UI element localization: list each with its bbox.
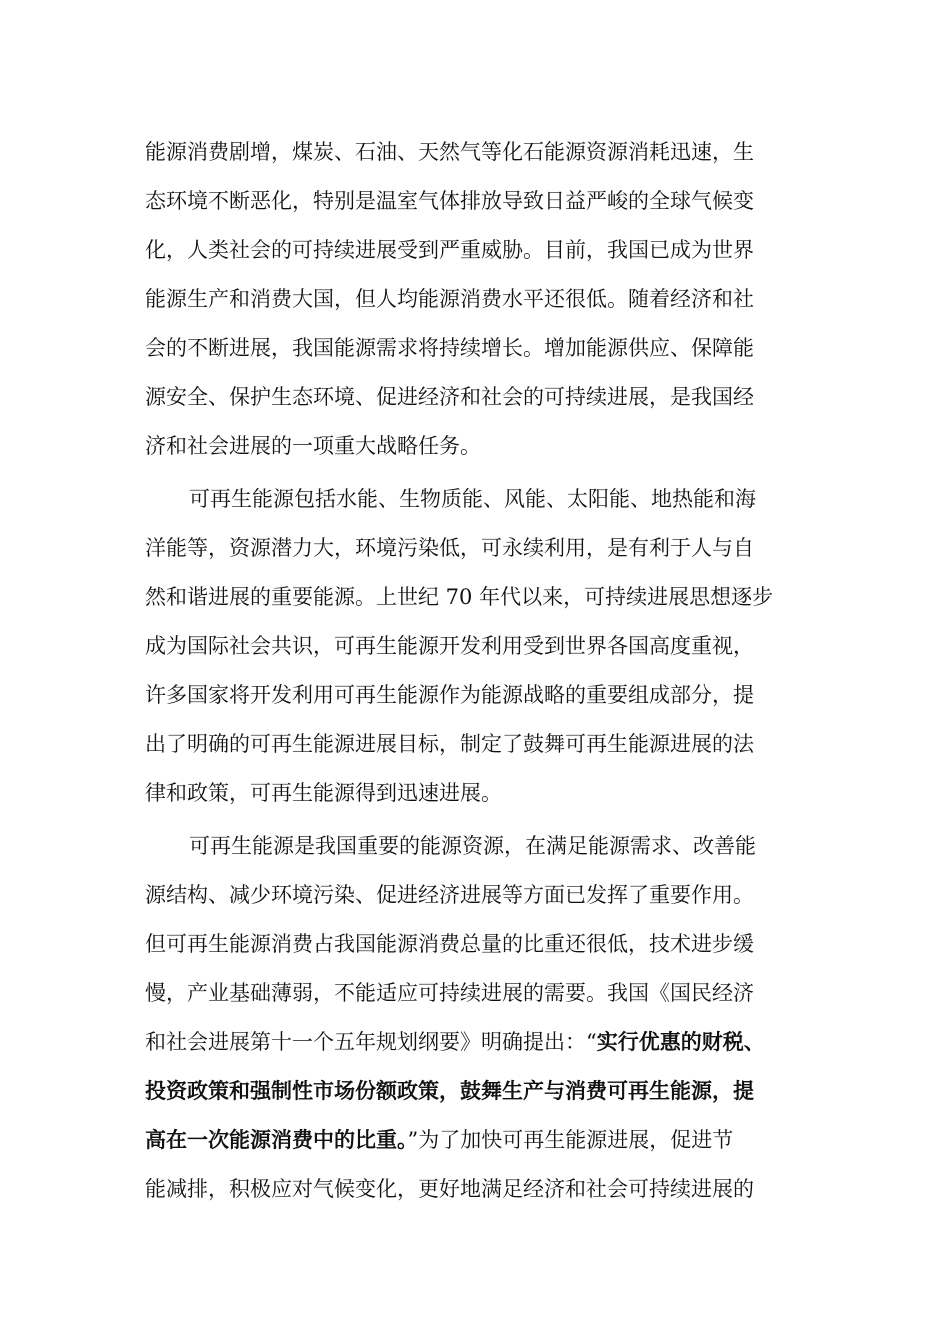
text-run: 可再生能源是我国重要的能源资源，在满足能源需求、改善能	[189, 834, 756, 858]
text-run: 会的不断进展，我国能源需求将持续增长。增加能源供应、保障能	[145, 336, 754, 360]
text-line	[145, 778, 845, 808]
text-run: ”为了加快可再生能源进展，促进节	[407, 1128, 734, 1152]
text-run: 出了明确的可再生能源进展目标，制定了鼓舞可再生能源进展的法	[145, 732, 754, 756]
text-run: 慢，产业基础薄弱，不能适应可持续进展的需要。我国《国民经济	[145, 981, 754, 1005]
text-line	[145, 729, 845, 759]
text-line	[145, 235, 845, 265]
text-line	[145, 631, 845, 661]
text-run: 但可再生能源消费占我国能源消费总量的比重还很低，技术进步缓	[145, 932, 754, 956]
text-run: 洋能等，资源潜力大，环境污染低，可永续利用，是有利于人与自	[145, 536, 754, 560]
text-run: 济和社会进展的一项重大战略任务。	[145, 434, 481, 458]
bold-quote-run: 实行优惠的财税、	[596, 1029, 765, 1054]
text-line	[145, 431, 845, 461]
text-run: 化，人类社会的可持续进展受到严重威胁。目前，我国已成为世界	[145, 238, 754, 262]
text-line	[145, 978, 845, 1008]
text-line	[145, 284, 845, 314]
bold-quote-run: 高在一次能源消费中的比重。	[145, 1127, 408, 1152]
text-run: 和社会进展第十一个五年规划纲要》明确提出：“	[145, 1030, 597, 1054]
text-run: 态环境不断恶化，特别是温室气体排放导致日益严峻的全球气候变	[145, 189, 754, 213]
text-run: 源结构、减少环境污染、促进经济进展等方面已发挥了重要作用。	[145, 883, 754, 907]
text-line	[145, 1125, 845, 1155]
text-line	[145, 382, 845, 412]
text-line	[145, 333, 845, 363]
text-line	[189, 831, 889, 861]
text-run: 许多国家将开发利用可再生能源作为能源战略的重要组成部分，提	[145, 683, 754, 707]
text-line	[145, 533, 845, 563]
text-line	[145, 1174, 845, 1204]
text-line	[145, 880, 845, 910]
text-run: 可再生能源包括水能、生物质能、风能、太阳能、地热能和海	[189, 487, 756, 511]
text-line	[145, 1027, 845, 1057]
text-line	[145, 582, 845, 612]
text-line	[145, 137, 845, 167]
text-run: 然和谐进展的重要能源。上世纪 70 年代以来，可持续进展思想逐步	[145, 585, 774, 609]
text-run: 能源生产和消费大国，但人均能源消费水平还很低。随着经济和社	[145, 287, 754, 311]
text-run: 成为国际社会共识，可再生能源开发利用受到世界各国高度重视，	[145, 634, 754, 658]
text-run: 律和政策，可再生能源得到迅速进展。	[145, 781, 502, 805]
text-line	[145, 186, 845, 216]
text-line	[145, 929, 845, 959]
bold-quote-run: 投资政策和强制性市场份额政策，鼓舞生产与消费可再生能源，提	[145, 1078, 754, 1103]
text-line	[145, 680, 845, 710]
text-line	[189, 484, 889, 514]
text-run: 能减排，积极应对气候变化，更好地满足经济和社会可持续进展的	[145, 1177, 754, 1201]
text-run: 能源消费剧增，煤炭、石油、天然气等化石能源资源消耗迅速，生	[145, 140, 754, 164]
text-run: 源安全、保护生态环境、促进经济和社会的可持续进展，是我国经	[145, 385, 754, 409]
text-line	[145, 1076, 845, 1106]
